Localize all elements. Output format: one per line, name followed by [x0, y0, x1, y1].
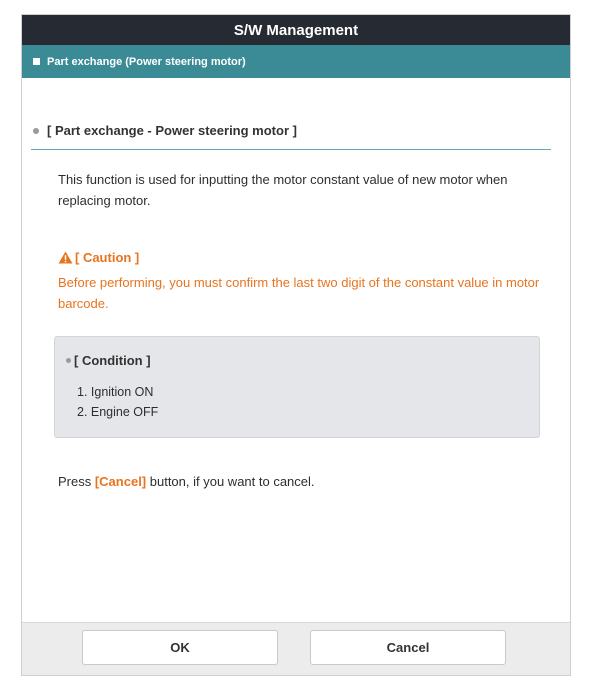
cancel-instruction-suffix: button, if you want to cancel.	[146, 474, 315, 489]
warning-triangle-icon	[58, 251, 73, 264]
subtitle-bar	[22, 45, 570, 78]
condition-title	[66, 353, 151, 368]
condition-box	[54, 336, 540, 438]
cancel-instruction	[58, 474, 315, 489]
subtitle-text: Part exchange (Power steering motor)	[47, 55, 246, 68]
cancel-instruction-prefix: Press	[58, 474, 95, 489]
section-heading-text: [ Part exchange - Power steering motor ]	[47, 123, 297, 138]
condition-item: 2. Engine OFF	[77, 405, 159, 419]
caution-title	[58, 250, 139, 265]
square-bullet-icon	[33, 58, 40, 65]
window-title-text: S/W Management	[233, 21, 359, 39]
bullet-dot-icon	[33, 128, 39, 134]
bullet-dot-icon	[66, 358, 71, 363]
sw-management-dialog	[21, 14, 571, 676]
ok-button[interactable]: OK	[82, 630, 278, 665]
condition-item: 1. Ignition ON	[77, 385, 154, 399]
caution-title-text: [ Caution ]	[75, 250, 140, 265]
window-title	[22, 15, 570, 45]
content-area	[22, 78, 570, 623]
function-description: This function is used for inputting the motor constant value of new motor when replacing motor.	[58, 172, 508, 208]
condition-title-text: [ Condition ]	[74, 353, 151, 368]
section-heading	[31, 123, 551, 150]
dialog-footer	[22, 622, 570, 675]
cancel-instruction-highlight: [Cancel]	[94, 474, 147, 489]
cancel-button[interactable]: Cancel	[310, 630, 506, 665]
caution-text: Before performing, you must confirm the last two digit of the constant value in motor barcode.	[58, 275, 540, 311]
condition-list	[77, 382, 158, 422]
